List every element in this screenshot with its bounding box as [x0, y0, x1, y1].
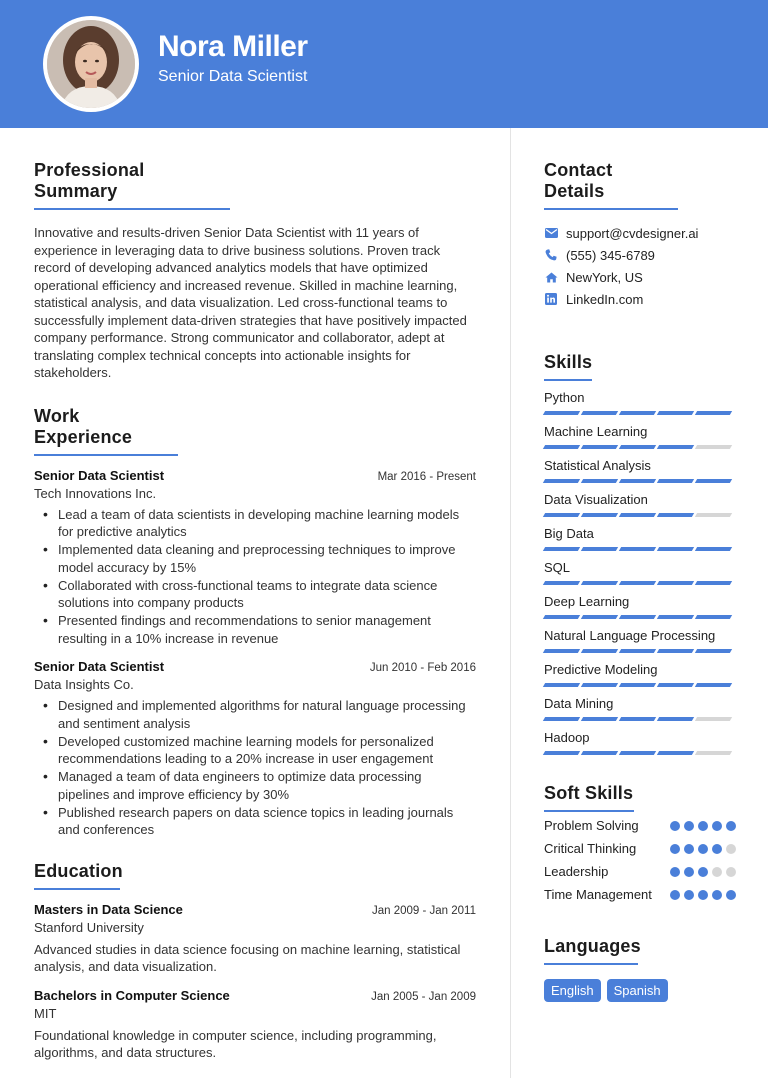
rating-dot: [684, 867, 694, 877]
skill-level-segment: [695, 581, 732, 585]
skill-level-segment: [581, 547, 618, 551]
skill-name: Natural Language Processing: [544, 628, 716, 643]
job-bullet: • Designed and implemented algorithms for natural language processing and sentiment analysis: [42, 697, 476, 732]
summary-text: Innovative and results-driven Senior Data Scientist with 11 years of experience in leveraging data to drive business solutions. Proven track record of developing advanced analytics models that have optimized operational efficiency and increased revenue. Skilled in machine learning, statistical analysis, and data visualization. Led cross-functional teams to successfully implement data-driven strategies that have positively impacted company performance. Strong communicator and collaborator, adept at translating complex technical concepts into actionable insights for stakeholders.: [34, 225, 467, 380]
job-bullet: • Presented findings and recommendations to senior management resulting in a 10% increase in revenue: [42, 612, 476, 647]
skill-level-segment: [581, 445, 618, 449]
rating-dot: [684, 844, 694, 854]
job-title: Senior Data Scientist: [34, 467, 165, 483]
summary-section: [34, 160, 476, 382]
skill-name: Data Visualization: [544, 492, 648, 507]
education-dates: Jan 2005 - Jan 2009: [371, 990, 476, 1003]
rating-dot: [698, 821, 708, 831]
rating-dot: [712, 890, 722, 900]
skill-level-bar: [544, 683, 736, 687]
skill-level-bar: [544, 479, 736, 483]
contact-email-text: support@cvdesigner.ai: [566, 225, 699, 241]
skill-level-segment: [581, 717, 618, 721]
soft-skills-list: [544, 817, 736, 904]
skill-level-segment: [543, 513, 580, 517]
soft-skill-item: [544, 840, 736, 858]
soft-skill-item: [544, 863, 736, 881]
soft-skill-item: [544, 817, 736, 835]
skill-level-segment: [619, 683, 656, 687]
skill-level-segment: [543, 411, 580, 415]
skill-name: Hadoop: [544, 730, 590, 745]
rating-dot: [698, 844, 708, 854]
language-badge: English: [544, 979, 601, 1002]
skill-level-segment: [695, 479, 732, 483]
contact-linkedin[interactable]: [544, 288, 736, 310]
languages-section: [544, 936, 736, 1002]
contact-location-text: NewYork, US: [566, 269, 643, 285]
resume-header: [0, 0, 768, 128]
skill-name: Deep Learning: [544, 594, 630, 609]
rating-dot: [712, 844, 722, 854]
skill-level-segment: [695, 615, 732, 619]
soft-skill-rating: [670, 890, 736, 900]
job-dates: Jun 2010 - Feb 2016: [369, 662, 476, 674]
soft-skills-heading: Soft Skills: [544, 783, 634, 812]
degree-title: Bachelors in Computer Science: [34, 987, 230, 1003]
skill-name: SQL: [544, 560, 571, 575]
job-company: Tech Innovations Inc.: [34, 485, 157, 501]
skill-level-segment: [619, 751, 656, 755]
skill-level-bar: [544, 581, 736, 585]
job-bullet: • Published research papers on data science topics in leading journals and conferences: [42, 804, 476, 839]
rating-dot: [726, 890, 736, 900]
soft-skill-name: Leadership: [544, 864, 609, 879]
skill-level-segment: [695, 717, 732, 721]
skill-level-segment: [695, 547, 732, 551]
skill-level-segment: [581, 581, 618, 585]
skills-heading: Skills: [544, 352, 592, 381]
skill-level-bar: [544, 411, 736, 415]
home-icon: [544, 270, 558, 284]
education-entry: [34, 988, 476, 1062]
skill-level-segment: [581, 411, 618, 415]
skill-item: [544, 730, 736, 755]
skill-level-segment: [543, 717, 580, 721]
skill-level-segment: [657, 445, 694, 449]
skill-item: [544, 492, 736, 517]
skill-level-segment: [581, 683, 618, 687]
soft-skill-rating: [670, 821, 736, 831]
skill-level-segment: [657, 513, 694, 517]
job-bullets: [34, 506, 476, 648]
skill-level-segment: [543, 649, 580, 653]
rating-dot: [712, 867, 722, 877]
skill-level-bar: [544, 445, 736, 449]
skill-level-bar: [544, 751, 736, 755]
sidebar-column: [544, 160, 736, 1002]
school-name: Stanford University: [34, 919, 144, 935]
skills-section: [544, 352, 736, 755]
skill-item: [544, 696, 736, 721]
skill-level-segment: [543, 547, 580, 551]
skill-level-segment: [543, 581, 580, 585]
skill-name: Machine Learning: [544, 424, 648, 439]
soft-skill-item: [544, 886, 736, 904]
skill-level-segment: [695, 683, 732, 687]
skill-item: [544, 662, 736, 687]
portrait-image: [47, 20, 135, 108]
job-entry: [34, 659, 476, 839]
skill-level-segment: [543, 445, 580, 449]
column-divider: [510, 128, 511, 1078]
soft-skill-rating: [670, 844, 736, 854]
contact-heading: Contact Details: [544, 160, 678, 210]
skill-level-segment: [657, 683, 694, 687]
soft-skill-rating: [670, 867, 736, 877]
main-column: [34, 160, 476, 1062]
rating-dot: [670, 867, 680, 877]
skill-level-segment: [619, 615, 656, 619]
skill-level-segment: [695, 513, 732, 517]
education-entry: [34, 902, 476, 976]
soft-skill-name: Problem Solving: [544, 818, 639, 833]
rating-dot: [726, 821, 736, 831]
soft-skill-name: Critical Thinking: [544, 841, 637, 856]
skill-level-segment: [619, 547, 656, 551]
skill-level-segment: [619, 513, 656, 517]
degree-title: Masters in Data Science: [34, 901, 183, 917]
work-experience-heading: Work Experience: [34, 406, 178, 456]
skill-level-segment: [619, 649, 656, 653]
education-heading: Education: [34, 861, 120, 890]
skill-level-segment: [619, 411, 656, 415]
job-bullet: • Managed a team of data engineers to optimize data processing pipelines and improve efficiency by 30%: [42, 768, 476, 803]
skill-level-segment: [543, 751, 580, 755]
skill-level-segment: [695, 445, 732, 449]
skill-name: Big Data: [544, 526, 594, 541]
rating-dot: [726, 867, 736, 877]
skill-name: Python: [544, 390, 585, 405]
skill-level-segment: [695, 411, 732, 415]
rating-dot: [726, 844, 736, 854]
skill-item: [544, 560, 736, 585]
rating-dot: [684, 821, 694, 831]
skill-level-segment: [581, 751, 618, 755]
skill-level-segment: [657, 581, 694, 585]
contact-email[interactable]: [544, 222, 736, 244]
candidate-name: Nora Miller: [158, 30, 308, 63]
rating-dot: [670, 890, 680, 900]
skill-level-segment: [619, 479, 656, 483]
skill-level-segment: [581, 615, 618, 619]
contact-phone-text: (555) 345-6789: [566, 247, 655, 263]
job-bullet: • Lead a team of data scientists in developing machine learning models for predictive analytics: [42, 506, 476, 541]
skill-item: [544, 424, 736, 449]
school-name: MIT: [34, 1005, 57, 1021]
skill-level-segment: [695, 649, 732, 653]
skill-level-bar: [544, 547, 736, 551]
skill-name: Data Mining: [544, 696, 614, 711]
job-dates: Mar 2016 - Present: [377, 470, 476, 483]
skill-level-segment: [581, 513, 618, 517]
skill-level-bar: [544, 513, 736, 517]
skill-level-bar: [544, 649, 736, 653]
contact-phone[interactable]: [544, 244, 736, 266]
rating-dot: [684, 890, 694, 900]
job-bullet: • Developed customized machine learning models for personalized recommendations leading to a 20% increase in user engagement: [42, 733, 476, 768]
skill-item: [544, 594, 736, 619]
skill-level-segment: [657, 717, 694, 721]
skill-level-segment: [695, 751, 732, 755]
work-experience-section: [34, 406, 476, 839]
education-description: Advanced studies in data science focusing on machine learning, statistical analysis, and data visualization.: [34, 941, 461, 974]
phone-icon: [544, 248, 558, 262]
skill-level-segment: [543, 479, 580, 483]
summary-heading: Professional Summary: [34, 160, 230, 210]
email-icon: [544, 226, 558, 240]
soft-skills-section: [544, 783, 736, 904]
skill-level-segment: [657, 547, 694, 551]
soft-skill-name: Time Management: [544, 887, 652, 902]
rating-dot: [712, 821, 722, 831]
education-section: [34, 861, 476, 1062]
linkedin-icon: [544, 292, 558, 306]
contact-section: [544, 160, 736, 310]
job-company: Data Insights Co.: [34, 677, 134, 692]
contact-location: [544, 266, 736, 288]
skill-item: [544, 458, 736, 483]
skill-name: Statistical Analysis: [544, 458, 651, 473]
candidate-title: Senior Data Scientist: [158, 68, 308, 85]
skill-level-segment: [619, 717, 656, 721]
skill-level-bar: [544, 717, 736, 721]
skill-level-bar: [544, 615, 736, 619]
skill-level-segment: [619, 581, 656, 585]
rating-dot: [670, 844, 680, 854]
job-title: Senior Data Scientist: [34, 659, 165, 674]
skill-level-segment: [657, 479, 694, 483]
rating-dot: [698, 890, 708, 900]
education-dates: Jan 2009 - Jan 2011: [371, 904, 476, 917]
skill-level-segment: [581, 649, 618, 653]
languages-heading: Languages: [544, 936, 638, 965]
skill-level-segment: [657, 615, 694, 619]
job-bullets: [34, 697, 476, 839]
job-bullet: • Collaborated with cross-functional teams to integrate data science solutions into company products: [42, 577, 476, 612]
rating-dot: [698, 867, 708, 877]
skill-item: [544, 390, 736, 415]
skill-level-segment: [657, 751, 694, 755]
skill-level-segment: [581, 479, 618, 483]
rating-dot: [670, 821, 680, 831]
skill-level-segment: [543, 683, 580, 687]
job-entry: [34, 468, 476, 648]
skill-level-segment: [657, 649, 694, 653]
language-badge: Spanish: [607, 979, 668, 1002]
skill-item: [544, 628, 736, 653]
skills-list: [544, 390, 736, 755]
profile-photo-image: [47, 20, 135, 108]
skill-item: [544, 526, 736, 551]
education-description: Foundational knowledge in computer science, including programming, algorithms, and data structures.: [34, 1027, 437, 1060]
skill-level-segment: [657, 411, 694, 415]
contact-linkedin-text: LinkedIn.com: [566, 291, 644, 307]
languages-list: [544, 979, 736, 1002]
skill-level-segment: [619, 445, 656, 449]
job-bullet: • Implemented data cleaning and preprocessing techniques to improve model accuracy by 15%: [42, 541, 476, 576]
skill-level-segment: [543, 615, 580, 619]
skill-name: Predictive Modeling: [544, 662, 658, 677]
profile-photo: [43, 16, 139, 112]
